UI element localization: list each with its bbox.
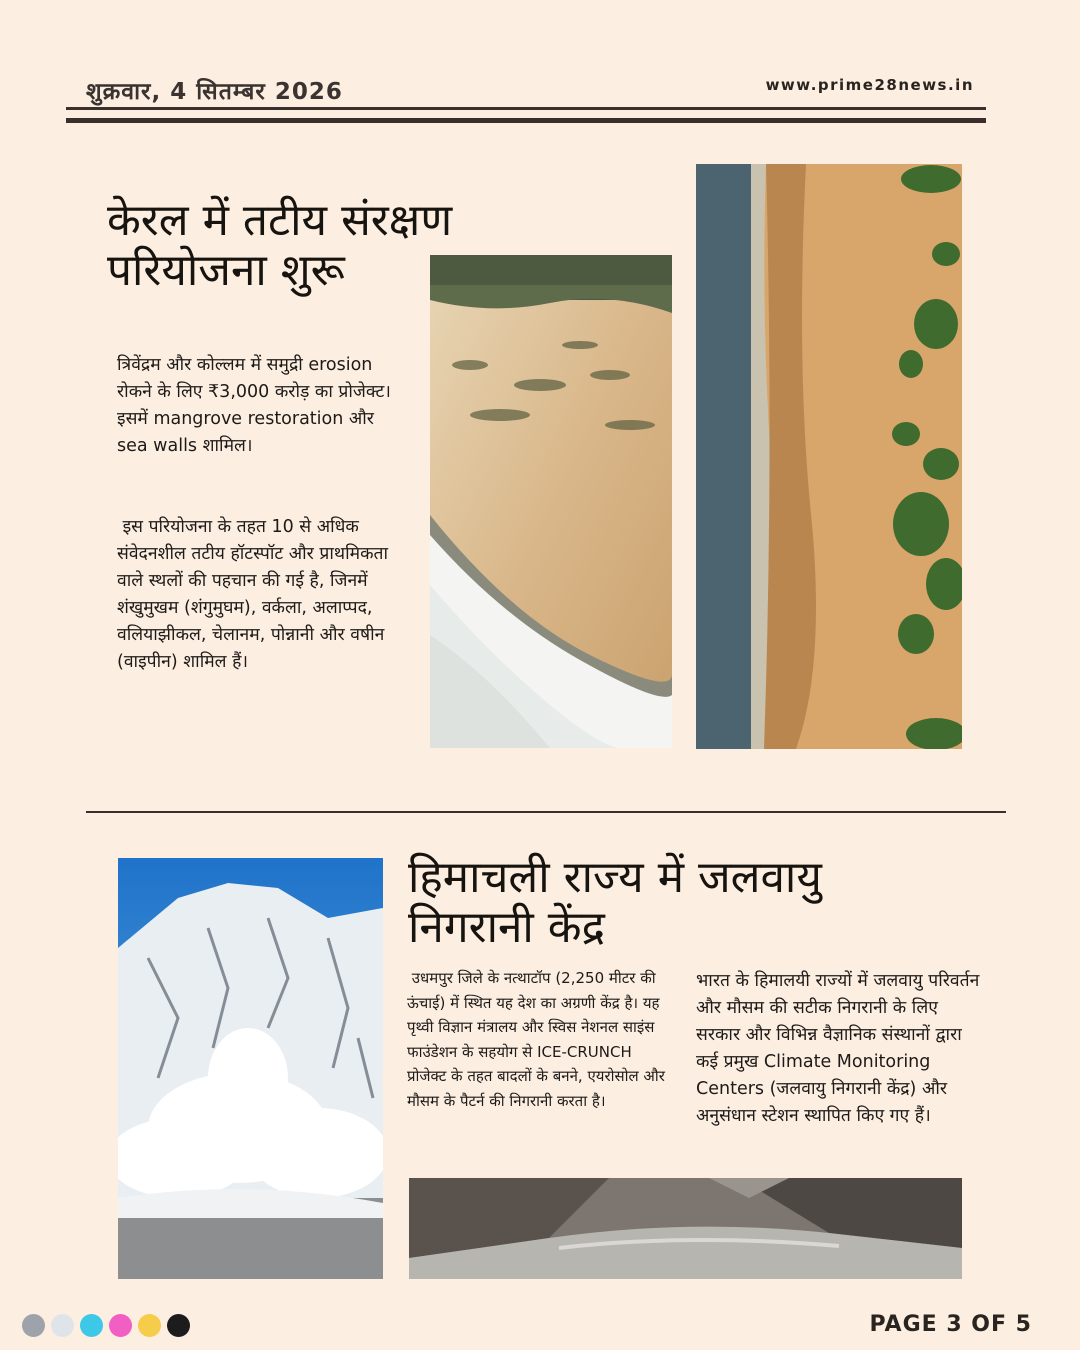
color-swatch-dot [51, 1314, 74, 1337]
avalanche-mountain-photo [118, 858, 383, 1279]
story1-paragraph-2: इस परियोजना के तहत 10 से अधिक संवेदनशील तटीय हॉटस्पॉट और प्राथमिकता वाले स्थलों की पहचान की गई है, जिनमें शंखुमुखम (शंगुमुघम), वर्कला, अलाप्पद, वलियाझीकल, चेलानम, पोन्नानी और वषीन (वाइपीन) शामिल हैं। [117, 517, 394, 672]
header-rule-thick [66, 118, 986, 123]
story2-paragraph-1: उधमपुर जिले के नत्थाटॉप (2,250 मीटर की ऊंचाई) में स्थित यह देश का अग्रणी केंद्र है। यह पृथ्वी विज्ञान मंत्रालय और स्विस नेशनल साइंस फाउंडेशन के सहयोग से ICE-CRUNCH प्रोजेक्ट के तहत बादलों के बनने, एयरोसोल और मौसम के पैटर्न की निगरानी करता है। [407, 969, 670, 1110]
color-swatch-dot [138, 1314, 161, 1337]
color-swatch-dot [80, 1314, 103, 1337]
website-url[interactable]: www.prime28news.in [765, 76, 974, 94]
page-number: PAGE 3 OF 5 [869, 1312, 1032, 1337]
color-swatch-dot [22, 1314, 45, 1337]
issue-date: शुक्रवार, 4 सितम्बर 2026 [86, 79, 343, 105]
color-swatch-dot [109, 1314, 132, 1337]
aerial-coast-photo [696, 164, 962, 749]
story1-paragraph-1: त्रिवेंद्रम और कोल्लम में समुद्री erosion रोकने के लिए ₹3,000 करोड़ का प्रोजेक्ट। इसमें mangrove restoration और sea walls शामिल। [117, 355, 391, 456]
section-divider [86, 811, 1006, 813]
color-swatches [22, 1314, 190, 1337]
beach-shoreline-photo [430, 255, 672, 748]
header-rule-thin [66, 107, 986, 110]
glacier-valley-photo [409, 1178, 962, 1279]
story2-paragraph-2: भारत के हिमालयी राज्यों में जलवायु परिवर्तन और मौसम की सटीक निगरानी के लिए सरकार और विभिन्न वैज्ञानिक संस्थानों द्वारा कई प्रमुख Climate Monitoring Centers (जलवायु निगरानी केंद्र) और अनुसंधान स्टेशन स्थापित किए गए हैं। [696, 971, 980, 1126]
story2-headline: हिमाचली राज्य में जलवायु निगरानी केंद्र [408, 852, 822, 953]
story1-headline: केरल में तटीय संरक्षण परियोजना शुरू [107, 195, 453, 296]
color-swatch-dot [167, 1314, 190, 1337]
